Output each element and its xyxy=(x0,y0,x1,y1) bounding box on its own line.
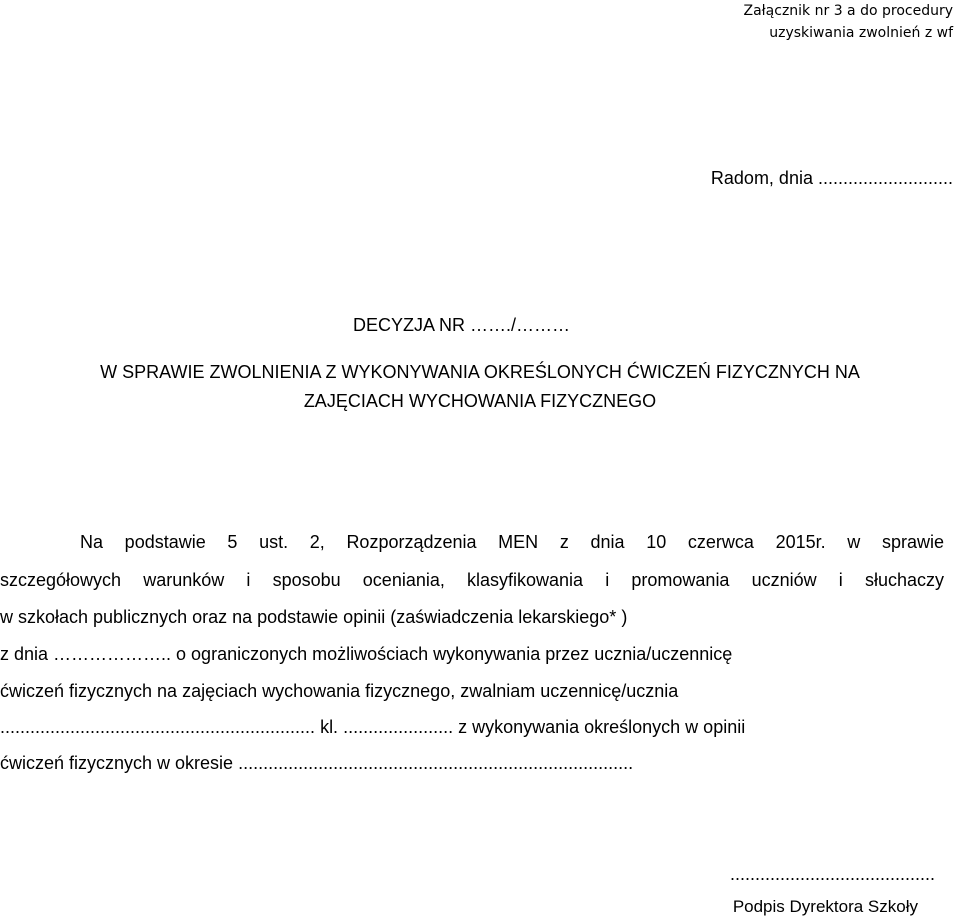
signature-dots: ......................................... xyxy=(729,864,935,884)
body-line-3: w szkołach publicznych oraz na podstawie opinii (zaświadczenia lekarskiego* ) xyxy=(0,607,628,627)
body-line-7: ćwiczeń fizycznych w okresie ............................................................................... xyxy=(0,753,634,773)
place-date: Radom, dnia ........................... xyxy=(710,168,953,188)
annex-line-1: Załącznik nr 3 a do procedury xyxy=(743,3,953,19)
signature-label: Podpis Dyrektora Szkoły xyxy=(732,897,918,916)
subject-line-1: W SPRAWIE ZWOLNIENIA Z WYKONYWANIA OKREŚLONYCH ĆWICZEŃ FIZYCZNYCH NA xyxy=(100,362,860,382)
body-line-1: Na podstawie 5 ust. 2, Rozporządzenia MEN z dnia 10 czerwca 2015r. w sprawie xyxy=(80,532,944,552)
body-line-5: ćwiczeń fizycznych na zajęciach wychowania fizycznego, zwalniam uczennicę/ucznia xyxy=(0,681,679,701)
body-line-4: z dnia ……………….. o ograniczonych możliwościach wykonywania przez ucznia/uczennicę xyxy=(0,644,733,664)
decision-number: DECYZJA NR ……./……… xyxy=(353,315,571,335)
annex-note xyxy=(744,0,953,44)
body-line-2: szczegółowych warunków i sposobu oceniania, klasyfikowania i promowania uczniów i słuchaczy xyxy=(0,570,944,590)
body-line-6: ............................................................... kl. ...................... z wykonywania określonych w opinii xyxy=(0,717,746,737)
decision-subject xyxy=(36,358,924,416)
subject-line-2: ZAJĘCIACH WYCHOWANIA FIZYCZNEGO xyxy=(303,391,657,411)
annex-line-2: uzyskiwania zwolnień z wf xyxy=(769,25,953,41)
